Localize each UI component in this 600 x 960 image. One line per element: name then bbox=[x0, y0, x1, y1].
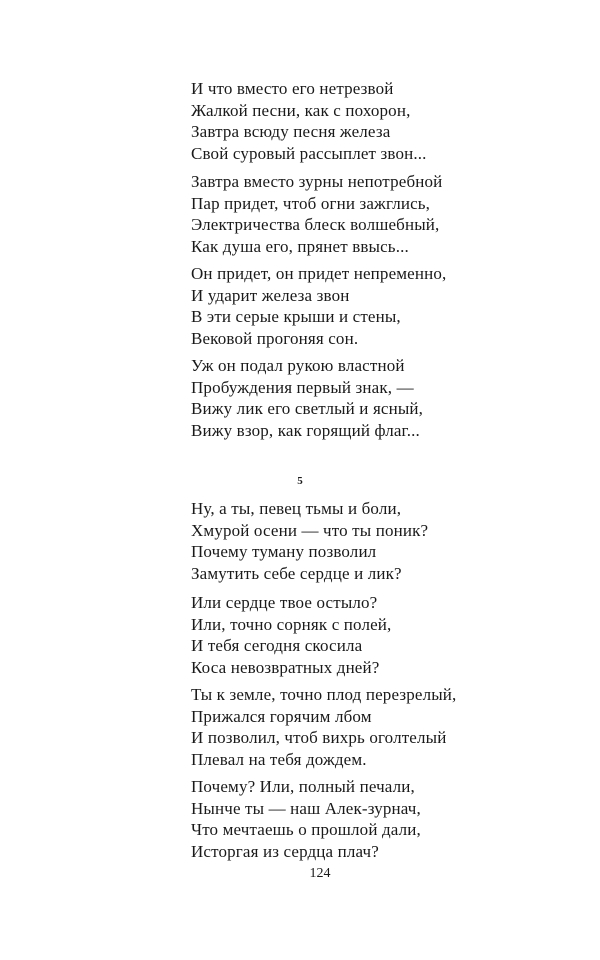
poem-line: Уж он подал рукою властной bbox=[191, 356, 405, 375]
poem-line: И позволил, чтоб вихрь оголтелый bbox=[191, 728, 447, 747]
stanza bbox=[191, 498, 551, 584]
poem-line: Пробуждения первый знак, — bbox=[191, 377, 414, 397]
stanza bbox=[191, 355, 551, 441]
poem-line: Коса невозвратных дней? bbox=[191, 657, 380, 677]
stanza bbox=[191, 171, 551, 257]
poem-line: Ты к земле, точно плод перезрелый, bbox=[191, 685, 457, 704]
poem-line: Что мечтаешь о прошлой дали, bbox=[191, 820, 421, 839]
stanza bbox=[191, 78, 551, 164]
poem-line: Вековой прогоняя сон. bbox=[191, 328, 359, 348]
section-number: 5 bbox=[297, 475, 303, 487]
poem-line: Прижался горячим лбом bbox=[191, 706, 372, 726]
poem-line: Или, точно сорняк с полей, bbox=[191, 614, 392, 634]
poem-line: Почему? Или, полный печали, bbox=[191, 777, 415, 796]
poem-line: Вижу взор, как горящий флаг... bbox=[191, 420, 420, 440]
poem-line: Он придет, он придет непременно, bbox=[191, 264, 447, 283]
poem-line: И ударит железа звон bbox=[191, 285, 350, 305]
stanza bbox=[191, 592, 551, 678]
poem-line: Как душа его, прянет ввысь... bbox=[191, 236, 409, 256]
poem-line: В эти серые крыши и стены, bbox=[191, 307, 401, 326]
poem-line: И тебя сегодня скосила bbox=[191, 636, 363, 655]
poem-line: Электричества блеск волшебный, bbox=[191, 215, 440, 234]
poem-line: И что вместо его нетрезвой bbox=[191, 79, 394, 98]
poem-line: Плевал на тебя дождем. bbox=[191, 749, 367, 769]
poem-line: Или сердце твое остыло? bbox=[191, 593, 378, 612]
poem-line: Почему туману позволил bbox=[191, 542, 377, 561]
stanza bbox=[191, 684, 551, 770]
poem-line: Завтра вместо зурны непотребной bbox=[191, 172, 443, 191]
stanza bbox=[191, 263, 551, 349]
stanza bbox=[191, 776, 551, 862]
poem-line: Вижу лик его светлый и ясный, bbox=[191, 399, 424, 418]
poem-line: Хмурой осени — что ты поник? bbox=[191, 520, 429, 540]
poem-line: Завтра всюду песня железа bbox=[191, 122, 391, 141]
poem-line: Исторгая из сердца плач? bbox=[191, 841, 379, 861]
poem-line: Пар придет, чтоб огни зажглись, bbox=[191, 193, 431, 213]
poem-line: Свой суровый рассыплет звон... bbox=[191, 143, 427, 163]
page-number: 124 bbox=[309, 866, 331, 881]
poem-line: Нынче ты — наш Алек-зурнач, bbox=[191, 798, 421, 818]
poem-line: Жалкой песни, как с похорон, bbox=[191, 100, 411, 120]
poem-line: Ну, а ты, певец тьмы и боли, bbox=[191, 499, 402, 518]
poem-line: Замутить себе сердце и лик? bbox=[191, 563, 402, 583]
